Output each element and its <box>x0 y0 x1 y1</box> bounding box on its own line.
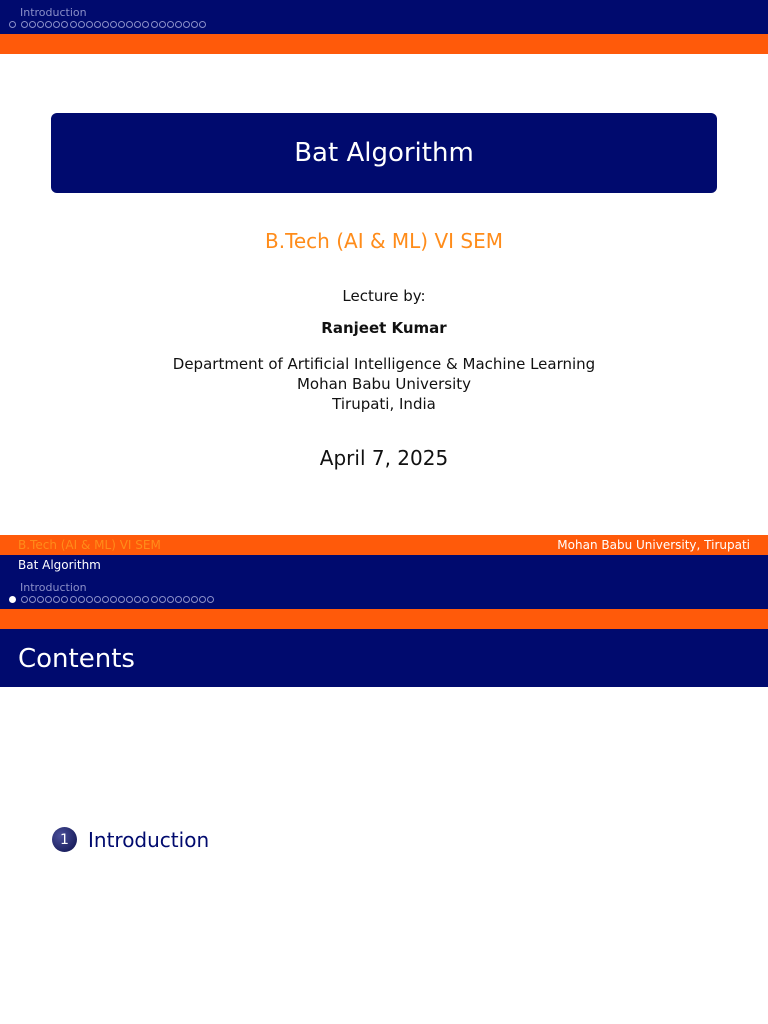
nav-dot[interactable] <box>86 596 93 603</box>
nav-section-link[interactable]: Introduction <box>20 6 87 19</box>
nav-dot[interactable] <box>142 21 149 28</box>
nav-dot[interactable] <box>21 21 28 28</box>
nav-dot[interactable] <box>191 596 198 603</box>
lecture-by-label: Lecture by: <box>342 287 426 305</box>
nav-dot[interactable] <box>9 596 16 603</box>
nav-dot[interactable] <box>134 596 141 603</box>
nav-dot[interactable] <box>102 21 109 28</box>
institute-university: Mohan Babu University <box>296 375 472 393</box>
nav-dot[interactable] <box>94 21 101 28</box>
nav-dot[interactable] <box>175 21 182 28</box>
presentation-title: Bat Algorithm <box>294 138 474 168</box>
frame-title-bar <box>0 629 768 687</box>
footer-institute: Mohan Babu University, Tirupati <box>557 538 750 552</box>
nav-dot[interactable] <box>37 596 44 603</box>
footer-bar <box>0 535 768 555</box>
toc-number-badge: 1 <box>52 827 77 852</box>
nav-dot[interactable] <box>53 596 60 603</box>
institute-block <box>0 354 768 414</box>
nav-dot[interactable] <box>151 21 158 28</box>
nav-dot[interactable] <box>207 596 214 603</box>
frame-title: Contents <box>18 644 135 674</box>
nav-dot[interactable] <box>45 596 52 603</box>
top-navigation-bar-2 <box>0 575 768 609</box>
nav-dot[interactable] <box>78 21 85 28</box>
nav-dot[interactable] <box>142 596 149 603</box>
nav-dot[interactable] <box>126 21 133 28</box>
nav-dot[interactable] <box>37 21 44 28</box>
nav-dot[interactable] <box>110 596 117 603</box>
title-block <box>51 113 717 193</box>
slide-progress-dots <box>9 21 207 28</box>
nav-dot[interactable] <box>53 21 60 28</box>
slide-progress-dots-2 <box>9 596 215 603</box>
nav-dot[interactable] <box>199 21 206 28</box>
nav-dot[interactable] <box>134 21 141 28</box>
nav-dot[interactable] <box>199 596 206 603</box>
nav-dot[interactable] <box>191 21 198 28</box>
nav-dot[interactable] <box>29 21 36 28</box>
nav-dot[interactable] <box>61 21 68 28</box>
nav-dot[interactable] <box>21 596 28 603</box>
top-navigation-bar <box>0 0 768 34</box>
institute-department: Department of Artificial Intelligence & Machine Learning <box>172 355 596 373</box>
nav-dot[interactable] <box>167 21 174 28</box>
nav-dot[interactable] <box>126 596 133 603</box>
nav-dot[interactable] <box>70 21 77 28</box>
nav-dot[interactable] <box>167 596 174 603</box>
toc-label[interactable]: Introduction <box>88 827 210 852</box>
header-accent-bar <box>0 34 768 54</box>
nav-dot[interactable] <box>78 596 85 603</box>
nav-dot[interactable] <box>102 596 109 603</box>
nav-dot[interactable] <box>183 596 190 603</box>
toc-item-introduction[interactable] <box>52 827 209 852</box>
nav-dot[interactable] <box>159 21 166 28</box>
presentation-date: April 7, 2025 <box>319 446 449 470</box>
header-accent-bar-2 <box>0 609 768 629</box>
nav-dot[interactable] <box>29 596 36 603</box>
nav-dot[interactable] <box>118 596 125 603</box>
nav-dot[interactable] <box>94 596 101 603</box>
footer-course: B.Tech (AI & ML) VI SEM <box>18 538 161 552</box>
footer-title: Bat Algorithm <box>18 558 101 572</box>
nav-dot[interactable] <box>110 21 117 28</box>
institute-location: Tirupati, India <box>332 395 436 413</box>
nav-dot[interactable] <box>159 596 166 603</box>
nav-dot[interactable] <box>175 596 182 603</box>
nav-dot[interactable] <box>9 21 16 28</box>
nav-dot[interactable] <box>118 21 125 28</box>
presentation-subtitle: B.Tech (AI & ML) VI SEM <box>264 229 503 253</box>
nav-dot[interactable] <box>61 596 68 603</box>
author-name: Ranjeet Kumar <box>321 319 447 337</box>
nav-dot[interactable] <box>86 21 93 28</box>
nav-dot[interactable] <box>45 21 52 28</box>
nav-dot[interactable] <box>70 596 77 603</box>
footer-title-bar <box>0 555 768 575</box>
nav-section-link-2[interactable]: Introduction <box>20 581 87 594</box>
nav-dot[interactable] <box>151 596 158 603</box>
nav-dot[interactable] <box>183 21 190 28</box>
